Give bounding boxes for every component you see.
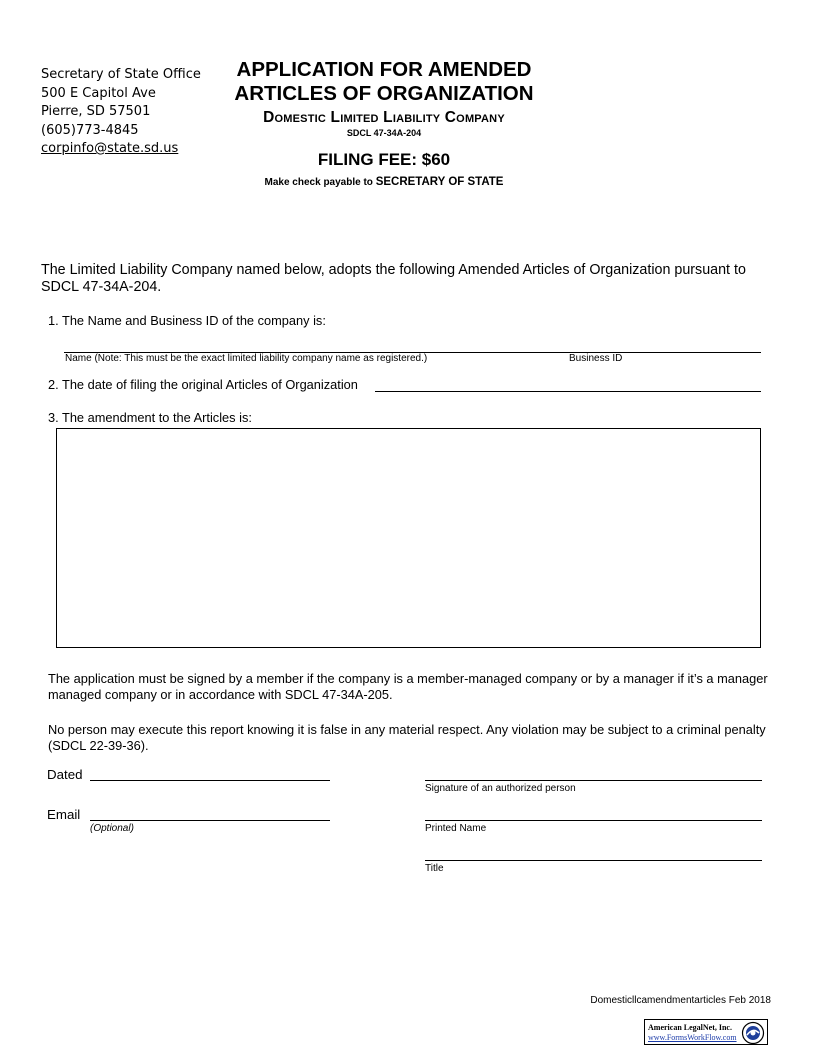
- payable-to: SECRETARY OF STATE: [375, 176, 504, 188]
- office-email-link[interactable]: corpinfo@state.sd.us: [41, 141, 179, 156]
- amendment-textarea[interactable]: [56, 428, 761, 648]
- intro-text: The Limited Liability Company named below, adopts the following Amended Articles of Organization pursuant to SDCL 47-34A-204.: [41, 262, 746, 295]
- dated-label: Dated: [47, 767, 83, 782]
- form-subtitle: Domestic Limited Liability Company: [263, 109, 505, 126]
- printed-name-input[interactable]: [425, 820, 762, 821]
- office-phone: (605)773-4845: [41, 122, 139, 138]
- legalnet-logo: [644, 1019, 768, 1045]
- signature-input[interactable]: [425, 780, 762, 781]
- email-label: Email: [47, 807, 81, 822]
- item-1-label: 1. The Name and Business ID of the company is:: [48, 313, 326, 328]
- signing-note: The application must be signed by a member if the company is a member-managed company or by a manager if it’s a manager managed company or in accordance with SDCL 47-34A-205.: [48, 671, 768, 702]
- logo-company: American LegalNet, Inc.: [648, 1023, 732, 1032]
- title-caption: Title: [425, 863, 444, 874]
- payable-note: [214, 175, 554, 190]
- optional-caption: (Optional): [90, 823, 134, 834]
- payable-prefix: Make check payable to: [264, 177, 376, 188]
- email-input[interactable]: [90, 820, 330, 821]
- form-title-line1: APPLICATION FOR AMENDED: [236, 58, 532, 81]
- filing-fee: FILING FEE: $60: [317, 150, 451, 169]
- form-title-line2: ARTICLES OF ORGANIZATION: [234, 82, 534, 105]
- office-street: 500 E Capitol Ave: [41, 85, 156, 101]
- business-id-caption: Business ID: [569, 353, 623, 364]
- name-caption: Name (Note: This must be the exact limited liability company name as registered.): [65, 353, 428, 364]
- item-2-label: 2. The date of filing the original Articles of Organization: [48, 377, 358, 392]
- office-address: [41, 66, 201, 159]
- title-input[interactable]: [425, 860, 762, 861]
- office-city: Pierre, SD 57501: [41, 104, 151, 119]
- signature-caption: Signature of an authorized person: [425, 783, 576, 794]
- statute-reference: SDCL 47-34A-204: [346, 128, 422, 138]
- form-id-footer: Domesticllcamendmentarticles Feb 2018: [590, 995, 771, 1006]
- logo-emblem-icon: [741, 1021, 765, 1045]
- office-name: Secretary of State Office: [41, 67, 201, 82]
- printed-name-caption: Printed Name: [425, 823, 487, 834]
- logo-url: www.FormsWorkFlow.com: [648, 1033, 737, 1042]
- item-3-label: 3. The amendment to the Articles is:: [48, 410, 252, 425]
- original-filing-date-input[interactable]: [375, 391, 761, 392]
- dated-input[interactable]: [90, 780, 330, 781]
- penalty-note: No person may execute this report knowing it is false in any material respect. Any violation may be subject to a criminal penalty (SDCL 22-39-36).: [48, 722, 766, 753]
